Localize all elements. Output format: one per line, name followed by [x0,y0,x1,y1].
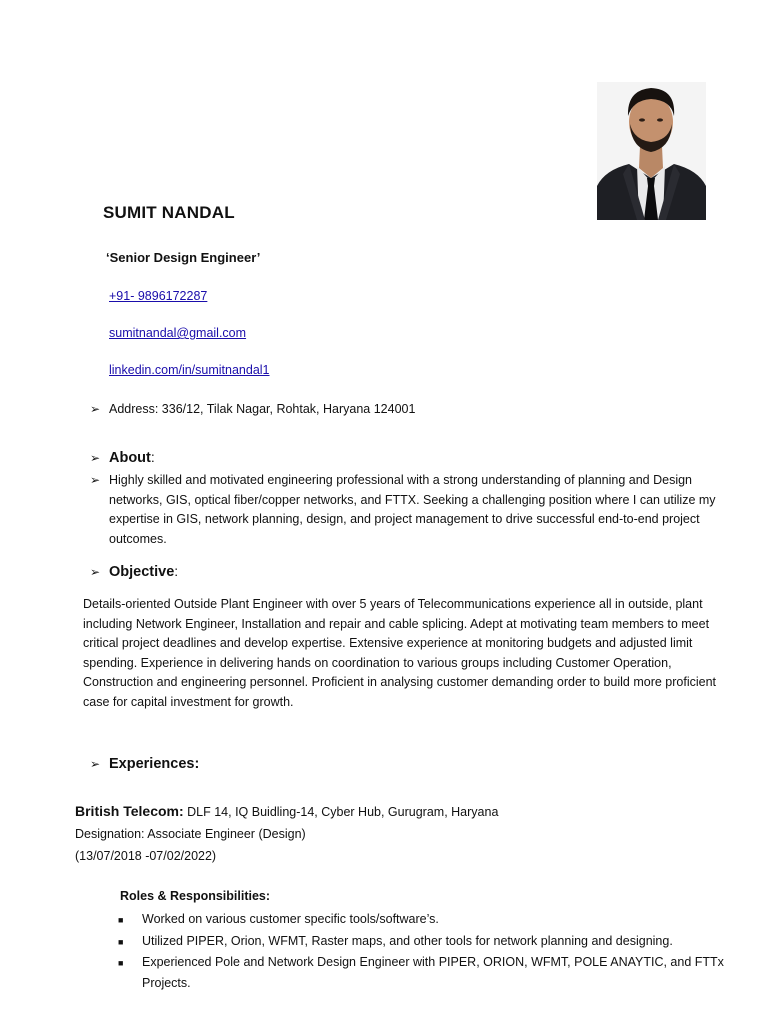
address-line [90,402,415,416]
roles-title: Roles & Responsibilities: [120,889,271,903]
square-bullet-icon: ■ [118,958,124,968]
designation: Designation: Associate Engineer (Design) [75,827,306,841]
objective-heading-row: ➢ Objective : [90,563,179,580]
employment-dates: (13/07/2018 -07/02/2022) [75,849,217,863]
list-item [118,909,738,931]
about-heading-row: ➢ About : [90,449,155,466]
objective-text: Details-oriented Outside Plant Engineer with over 5 years of Telecommunications experience all in outside, plant including Network Engineer, Installation and repair and cable splicing. Adept at motivating team members to meet critical project deadlines and develop expertise. Extensive experience at monitoring budgets and adjusted limit spending. Experience in delivering hands on coordination to various groups including Customer Operation, Construction and engineering personnel. Proficient in analysing customer demanding order to build more proficient case for capital investment for growth. [83,597,717,709]
experiences-heading: Experiences: [109,756,200,772]
profile-photo [597,82,706,220]
role-text: Worked on various customer specific tools/software’s. [142,912,439,926]
company-line [75,803,498,819]
square-bullet-icon: ■ [118,936,124,947]
list-item [118,931,738,953]
company-location: DLF 14, IQ Buidling-14, Cyber Hub, Gurugram, Haryana [187,805,499,819]
arrow-bullet-icon: ➢ [90,565,101,579]
arrow-bullet-icon: ➢ [90,402,101,416]
square-bullet-icon: ■ [118,915,124,925]
about-heading: About [109,450,151,466]
list-item [118,952,738,993]
job-title: ‘Senior Design Engineer’ [106,250,261,265]
role-text: Utilized PIPER, Orion, WFMT, Raster maps, and other tools for network planning and designing. [142,933,673,948]
company-name: British Telecom: [75,803,184,819]
objective-heading: Objective [109,564,175,580]
experiences-heading-row [90,756,199,772]
email-link[interactable]: sumitnandal@gmail.com [109,326,247,340]
role-text: Experienced Pole and Network Design Engineer with PIPER, ORION, WFMT, POLE ANAYTIC, and FTTx Projects. [142,955,724,990]
arrow-bullet-icon: ➢ [90,473,101,487]
phone-link[interactable]: +91- 9896172287 [109,289,208,303]
about-text: Highly skilled and motivated engineering professional with a strong understanding of planning and Design networks, GIS, optical fiber/copper networks, and FTTX. Seeking a challenging position where I can utilize my expertise in GIS, network planning, design, and project management to drive successful end-to-end project outcomes. [109,473,716,546]
arrow-bullet-icon: ➢ [90,451,101,465]
address-text: Address: 336/12, Tilak Nagar, Rohtak, Haryana 124001 [109,402,416,416]
arrow-bullet-icon: ➢ [90,757,101,771]
linkedin-link[interactable]: linkedin.com/in/sumitnandal1 [109,363,270,377]
roles-list [118,909,738,993]
candidate-name: SUMIT NANDAL [103,203,235,222]
